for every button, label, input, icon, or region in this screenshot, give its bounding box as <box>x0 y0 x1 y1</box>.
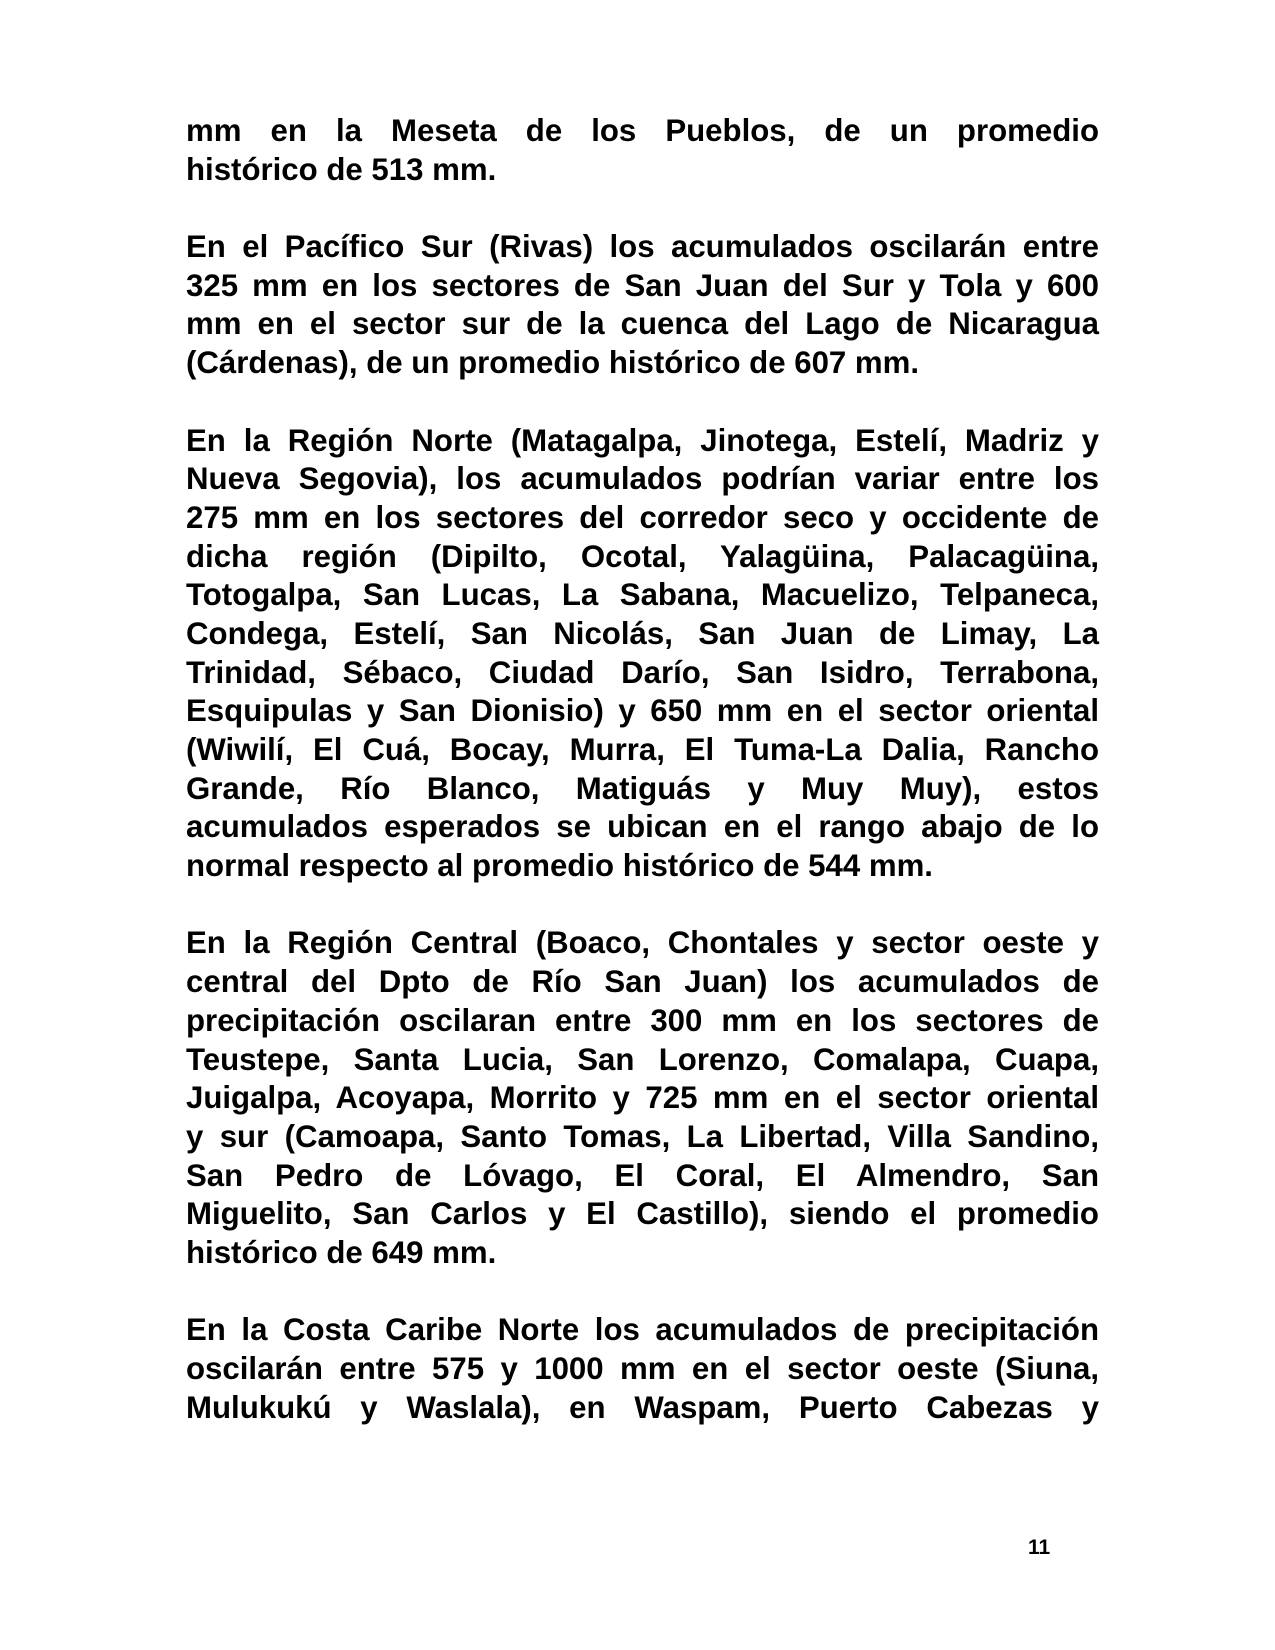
text-line: En la Costa Caribe Norte los acumulados de precipitación <box>186 1312 1099 1348</box>
text-line: mm en el sector sur de la cuenca del Lago de Nicaragua <box>186 306 1099 342</box>
text-line: En la Región Central (Boaco, Chontales y sector oeste y <box>186 925 1099 961</box>
text-line: precipitación oscilaran entre 300 mm en los sectores de <box>186 1002 1099 1038</box>
page-body <box>186 112 1099 1466</box>
text-line: Miguelito, San Carlos y El Castillo), siendo el promedio <box>186 1196 1099 1232</box>
text-line: mm en la Meseta de los Pueblos, de un promedio <box>186 113 1099 148</box>
text-line: Teustepe, Santa Lucia, San Lorenzo, Comalapa, Cuapa, <box>186 1041 1099 1077</box>
text-line: y sur (Camoapa, Santo Tomas, La Libertad, Villa Sandino, <box>186 1118 1099 1154</box>
paragraph-region-norte <box>186 422 1099 886</box>
text-line: acumulados esperados se ubican en el rango abajo de lo <box>186 809 1099 845</box>
text-line: histórico de 513 mm. <box>186 151 497 187</box>
text-line: dicha región (Dipilto, Ocotal, Yalagüina, Palacagüina, <box>186 538 1099 574</box>
paragraph-pacifico-sur <box>186 228 1099 383</box>
text-line: (Cárdenas), de un promedio histórico de 607 mm. <box>186 345 920 381</box>
text-line: Totogalpa, San Lucas, La Sabana, Macuelizo, Telpaneca, <box>186 577 1099 613</box>
text-line: Juigalpa, Acoyapa, Morrito y 725 mm en el sector oriental <box>186 1080 1099 1116</box>
text-line: oscilarán entre 575 y 1000 mm en el sector oeste (Siuna, <box>186 1351 1099 1386</box>
text-line: normal respecto al promedio histórico de 544 mm. <box>186 848 933 884</box>
text-line: Nueva Segovia), los acumulados podrían variar entre los <box>186 461 1099 497</box>
text-line: Mulukukú y Waslala), en Waspam, Puerto Cabezas y <box>186 1389 1099 1425</box>
text-line: Esquipulas y San Dionisio) y 650 mm en el sector oriental <box>186 693 1099 729</box>
paragraph-costa-caribe-norte <box>186 1311 1099 1427</box>
text-line: Grande, Río Blanco, Matiguás y Muy Muy), estos <box>186 770 1099 806</box>
text-line: 275 mm en los sectores del corredor seco y occidente de <box>186 499 1099 535</box>
text-line: 325 mm en los sectores de San Juan del Sur y Tola y 600 <box>186 267 1099 303</box>
text-line: central del Dpto de Río San Juan) los acumulados de <box>186 964 1099 1000</box>
text-line: En la Región Norte (Matagalpa, Jinotega, Estelí, Madriz y <box>186 422 1099 458</box>
text-line: San Pedro de Lóvago, El Coral, El Almendro, San <box>186 1157 1099 1193</box>
text-line: Trinidad, Sébaco, Ciudad Darío, San Isidro, Terrabona, <box>186 654 1099 690</box>
page-number: 11 <box>1028 1536 1051 1559</box>
paragraph-region-central <box>186 924 1099 1272</box>
paragraph-meseta-continuation <box>186 112 1099 189</box>
text-line: histórico de 649 mm. <box>186 1234 497 1270</box>
text-line: En el Pacífico Sur (Rivas) los acumulados oscilarán entre <box>186 229 1099 265</box>
text-line: Condega, Estelí, San Nicolás, San Juan de Limay, La <box>186 615 1099 651</box>
text-line: (Wiwilí, El Cuá, Bocay, Murra, El Tuma-La Dalia, Rancho <box>186 732 1099 767</box>
